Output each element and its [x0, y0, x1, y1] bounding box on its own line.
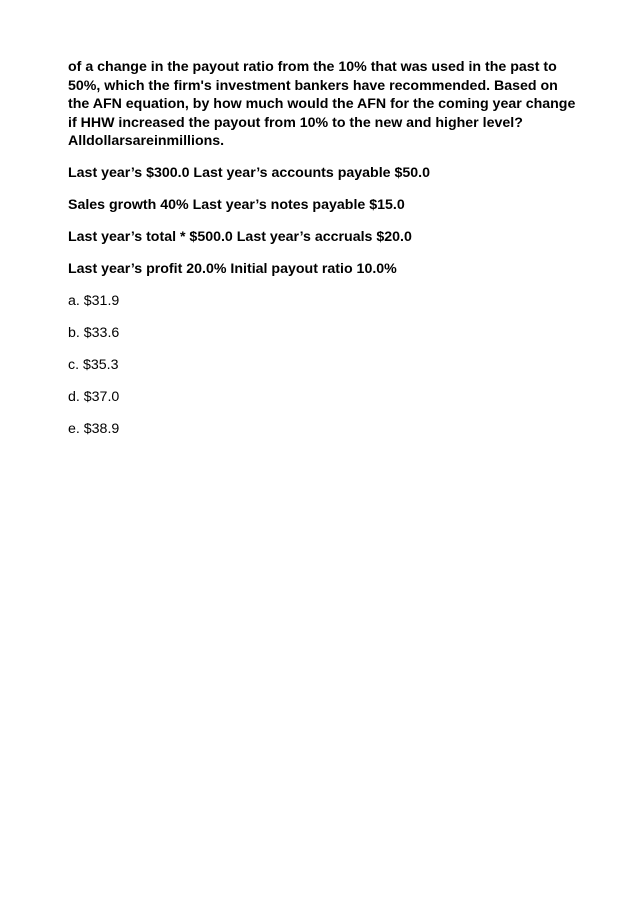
answer-option-d: d. $37.0 — [68, 388, 120, 405]
answer-option-b: b. $33.6 — [68, 324, 120, 341]
data-line-total: Last year’s total * $500.0 Last year’s accruals $20.0 — [68, 228, 412, 245]
document-page — [68, 58, 598, 438]
question-line: 50%, which the firm's investment bankers have recommended. Based on — [68, 77, 558, 94]
data-line-profit: Last year’s profit 20.0% Initial payout ratio 10.0% — [68, 260, 397, 277]
answer-option-c: c. $35.3 — [68, 356, 119, 373]
answer-option-a: a. $31.9 — [68, 292, 120, 309]
question-line: of a change in the payout ratio from the 10% that was used in the past to — [68, 59, 557, 75]
question-line: Alldollarsareinmillions. — [68, 133, 225, 150]
question-text — [68, 58, 598, 151]
data-line-growth: Sales growth 40% Last year’s notes payable $15.0 — [68, 196, 405, 213]
answer-options — [68, 292, 598, 438]
question-line: if HHW increased the payout from 10% to the new and higher level? — [68, 114, 523, 131]
question-line: the AFN equation, by how much would the AFN for the coming year change — [68, 96, 576, 113]
data-line-sales: Last year’s $300.0 Last year’s accounts payable $50.0 — [68, 164, 431, 181]
answer-option-e: e. $38.9 — [68, 420, 120, 437]
